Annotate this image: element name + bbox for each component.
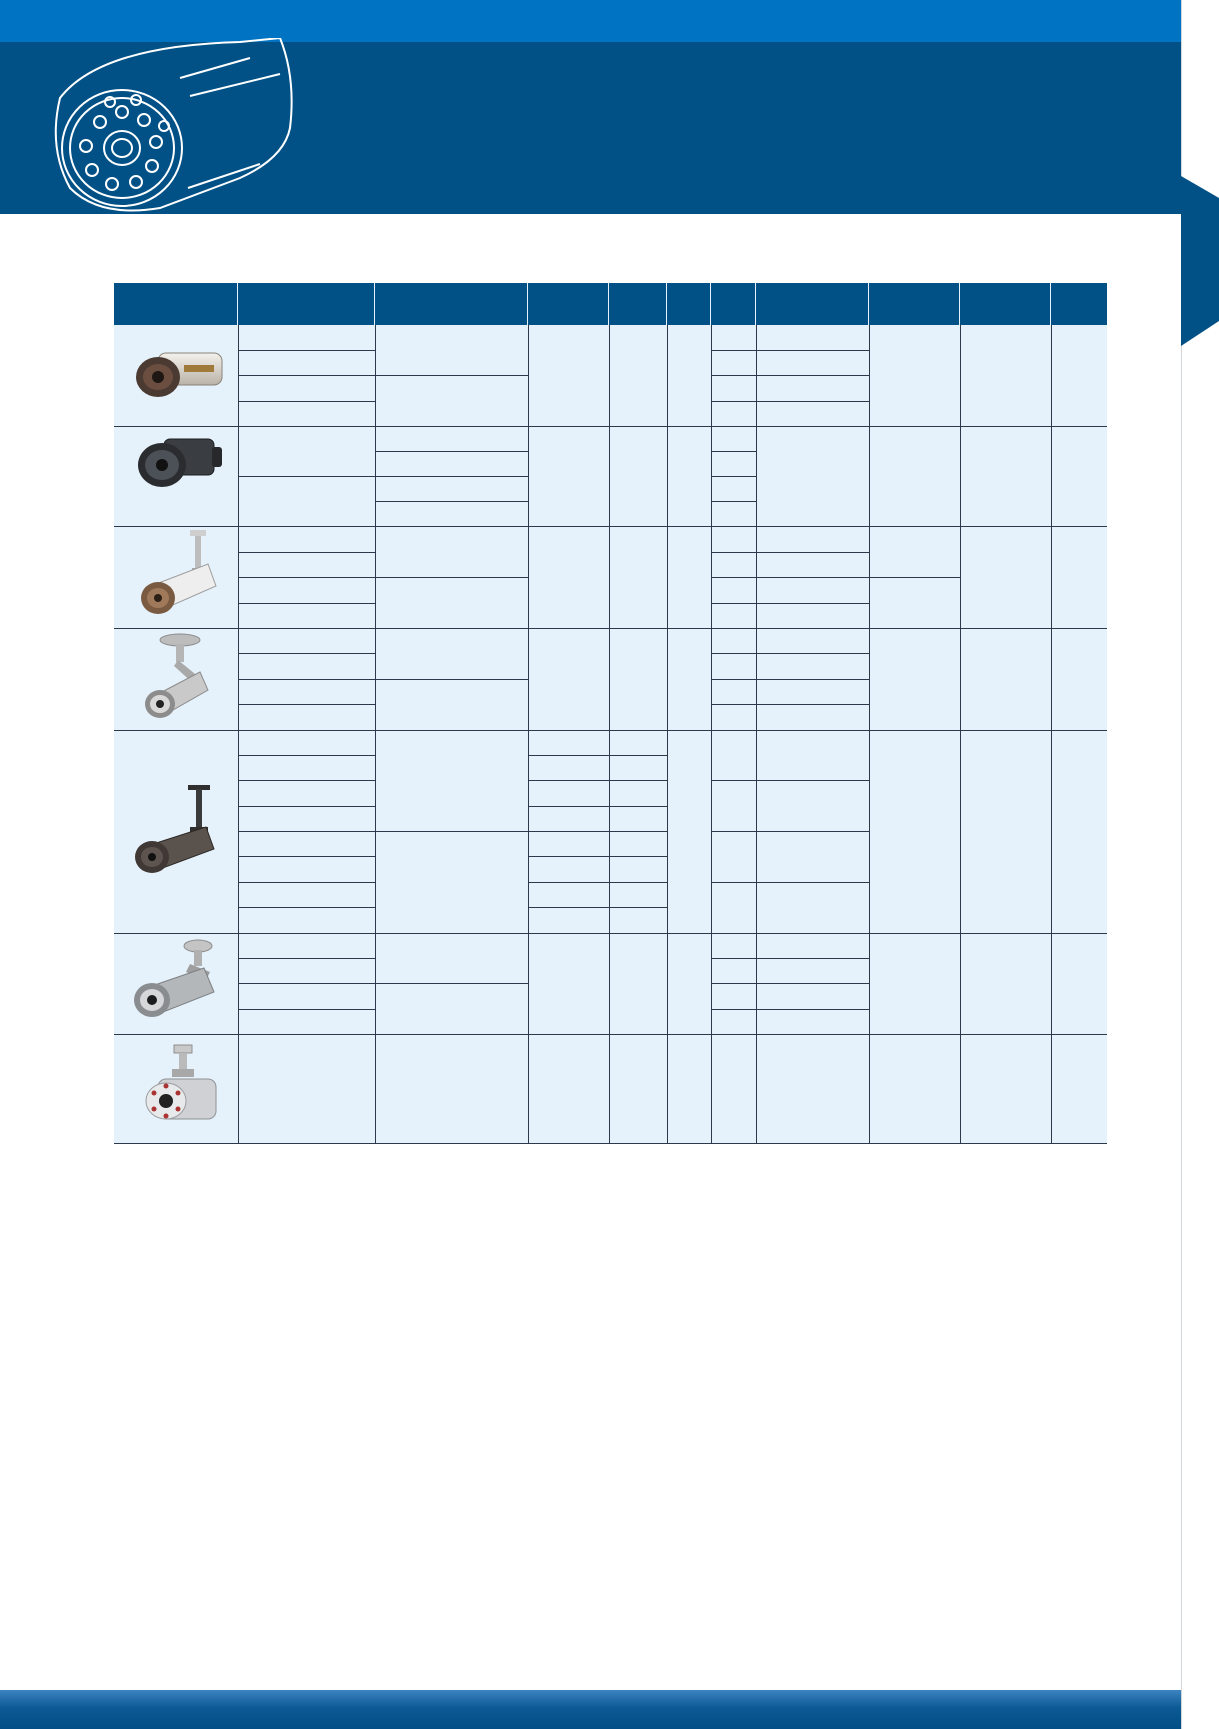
ir-camera-outline-icon	[40, 38, 300, 214]
bullet-camera-black-ir-image	[128, 431, 228, 497]
bullet-camera-grey-bracket-image	[128, 938, 228, 1028]
footer-bar	[0, 1690, 1181, 1729]
bullet-camera-dark-bracket-image	[130, 783, 230, 883]
camera-spec-table	[114, 283, 1107, 1144]
bullet-camera-white-ir-image	[124, 343, 229, 407]
bullet-camera-silver-ir-bracket-image	[136, 1043, 226, 1135]
bullet-camera-silver-ceiling-mount-image	[138, 632, 222, 728]
bullet-camera-white-bracket-image	[128, 528, 228, 624]
table-grid-lines	[114, 283, 1107, 1144]
top-accent-strip	[0, 0, 1181, 42]
chapter-side-tab	[1181, 176, 1219, 346]
